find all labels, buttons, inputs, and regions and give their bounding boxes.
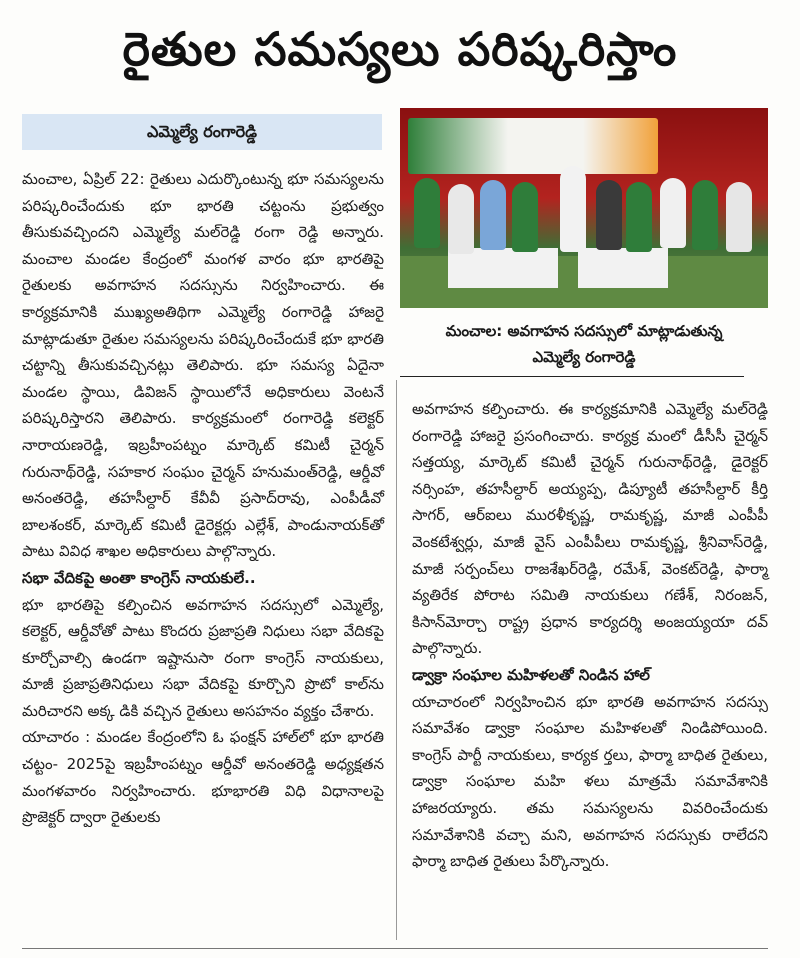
paragraph: యాచారం : మండల కేంద్రంలోని ఓ ఫంక్షన్ హాల్‌లో భూ భారతి చట్టం- 2025పై ఇబ్రహీంపట్నం ఆర్డీవో అనంతరెడ్డి అధ్యక్షతన మంగళవారం నిర్వహించారు. భూభారతి విధి విధానాలపై ప్రొజెక్టర్ ద్వారా రైతులకు	[22, 728, 384, 827]
column-divider	[396, 380, 397, 940]
caption-line-1: మంచాల: అవగాహన సదస్సులో మాట్లాడుతున్న	[445, 322, 723, 340]
caption-line-2: ఎమ్మెల్యే రంగారెడ్డి	[532, 348, 636, 366]
photo-person	[726, 182, 752, 252]
photo-person	[692, 180, 718, 250]
photo-table-left	[448, 248, 558, 288]
bottom-rule	[22, 948, 768, 949]
photo-table-right	[578, 248, 668, 288]
photo-banner	[408, 118, 658, 174]
subheading: సభా వేదికపై అంతా కాంగ్రెస్ నాయకులే..	[22, 568, 256, 587]
paragraph: అవగాహన కల్పించారు. ఈ కార్యక్రమానికి ఎమ్మెల్యే మల్‌రెడ్డి రంగారెడ్డి హాజరై ప్రసంగించారు. కార్యక్ర మంలో డీసీసీ చైర్మన్ సత్తయ్య, మార్కెట్ కమిటీ చైర్మన్ గురునాథ్‌రెడ్డి, డైరెక్టర్ నర్సింహ, తహసీల్దార్ అయ్యప్ప, డిప్యూటీ తహసీల్దార్ కీర్తి సాగర్, ఆర్‌ఐలు మురళీకృష్ణ, రామకృష్ణ, మాజీ ఎంపీపీ వెంకటేశ్వర్లు, మాజీ వైస్ ఎంపీపీలు రామకృష్ణ, శ్రీనివాస్‌రెడ్డి, మాజీ సర్పంచ్‌లు రాజశేఖర్‌రెడ్డి, రమేశ్, వెంకట్‌రెడ్డి, ఫార్మా వ్యతిరేక పోరాట సమితి నాయకులు గణేశ్, నిరంజన్, కిసాన్‌మోర్చా రాష్ట్ర ప్రధాన కార్యదర్శి అంజయ్యయా దవ్ పాల్గొన్నారు.	[412, 400, 768, 658]
photo-caption	[400, 318, 768, 370]
article-column-1	[22, 166, 384, 831]
caption-divider	[400, 376, 744, 377]
news-photo	[400, 108, 768, 308]
photo-person	[480, 180, 506, 250]
subheading: డ్వాక్రా సంఘాల మహిళలతో నిండిన హాల్	[412, 665, 650, 684]
paragraph: మంచాల, ఏప్రిల్ 22: రైతులు ఎదుర్కొంటున్న భూ సమస్యలను పరిష్కరించేందుకు భూ భారతి చట్టంను ప్రభుత్వం తీసుకువచ్చిందని ఎమ్మెల్యే మల్‌రెడ్డి రంగా రెడ్డి అన్నారు. మంచాల మండల కేంద్రంలో మంగళ వారం భూ భారతిపై రైతులకు అవగాహన సదస్సును నిర్వహించారు. ఈ కార్యక్రమానికి ముఖ్యఅతిథిగా ఎమ్మెల్యే రంగారెడ్డి హాజరై మాట్లాడుతూ రైతుల సమస్యలను పరిష్కరించేందుకే భూ భారతి చట్టాన్ని తీసుకువచ్చినట్లు తెలిపారు. భూ సమస్య ఏదైనా మండల స్థాయి, డివిజన్ స్థాయిలోనే అధికారులు వెంటనే పరిష్కరిస్తారని తెలిపారు. కార్యక్రమంలో రంగారెడ్డి కలెక్టర్ నారాయణరెడ్డి, ఇబ్రహీంపట్నం మార్కెట్ కమిటీ చైర్మన్ గురునాథ్‌రెడ్డి, సహకార సంఘం చైర్మన్ హనుమంత్‌రెడ్డి, ఆర్డీవో అనంతరెడ్డి, తహసీల్దార్ కేవీవీ ప్రసాద్‌రావు, ఎంపీడీవో బాలశంకర్, మార్కెట్ కమిటీ డైరెక్టర్లు ఎల్లేశ్, పాండునాయక్‌తో పాటు వివిధ శాఖల అధికారులు పాల్గొన్నారు.	[22, 170, 384, 561]
photo-person	[660, 178, 686, 248]
photo-person	[596, 180, 622, 250]
photo-person	[414, 178, 440, 248]
photo-person	[448, 184, 474, 254]
paragraph: భూ భారతిపై కల్పించిన అవగాహన సదస్సులో ఎమ్మెల్యే, కలెక్టర్, ఆర్డీవోతో పాటు కొందరు ప్రజాప్రతి నిధులు సభా వేదికపై కూర్చోవాల్సి ఉండగా ఇష్టానుసా రంగా కాంగ్రెస్ నాయకులు, మాజీ ప్రజాప్రతినిధులు సభా వేదికపై కూర్చొని ప్రొటో కాల్‌ను మరిచారని అక్క డికి వచ్చిన రైతులు అసహనం వ్యక్తం చేశారు.	[22, 595, 384, 720]
paragraph: యాచారంలో నిర్వహించిన భూ భారతి అవగాహన సదస్సు సమావేశం డ్వాక్రా సంఘాల మహిళలతో నిండిపోయింది. కాంగ్రెస్ పార్టీ నాయకులు, కార్యక ర్తలు, ఫార్మా బాధిత రైతులు, డ్వాక్రా సంఘాల మహి ళలు మాత్రమే సమావేశానికి హాజరయ్యారు. తమ సమస్యలను వివరించేందుకు సమావేశానికి వచ్చా మని, అవగాహన సదస్సుకు రాలేదని ఫార్మా బాధిత రైతులు పేర్కొన్నారు.	[412, 692, 768, 871]
photo-person	[626, 182, 652, 252]
article-column-2	[412, 396, 768, 875]
headline: రైతుల సమస్యలు పరిష్కరిస్తాం	[122, 22, 678, 76]
photo-speaker	[560, 166, 586, 252]
photo-person	[512, 182, 538, 252]
byline: ఎమ్మెల్యే రంగారెడ్డి	[22, 114, 382, 150]
